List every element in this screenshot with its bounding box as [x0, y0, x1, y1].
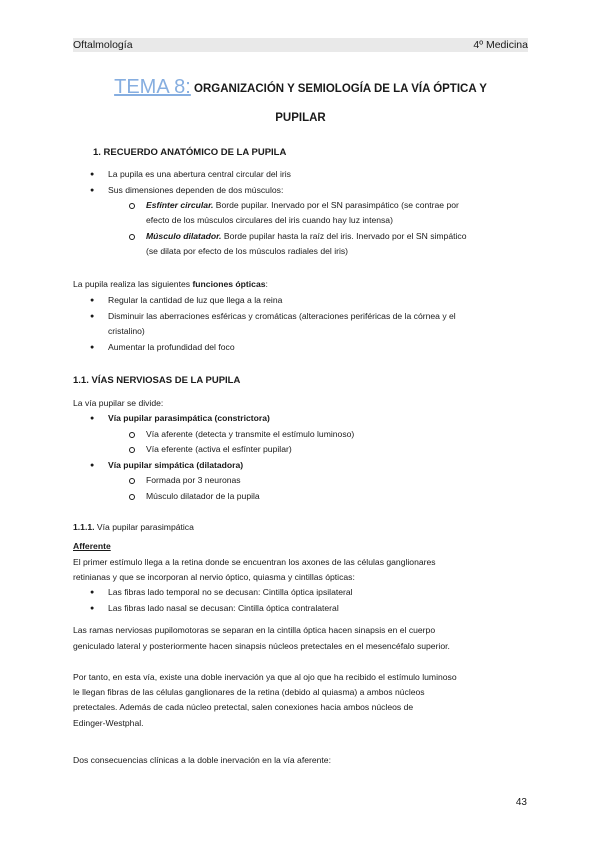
header-subject: Oftalmología: [73, 39, 133, 51]
circle-bullet-icon: [129, 432, 135, 438]
bullet-icon: ●: [90, 313, 95, 320]
section-1-1-1-heading: 1.1.1. Vía pupilar parasimpática: [73, 522, 194, 532]
paragraph: Por tanto, en esta vía, existe una doble inervación ya que al ojo que ha recibido el estímulo luminoso: [73, 672, 457, 682]
paragraph: La pupila realiza las siguientes funciones ópticas:: [73, 279, 268, 289]
section-1-heading: 1. RECUERDO ANATÓMICO DE LA PUPILA: [93, 147, 287, 158]
list-item: Sus dimensiones dependen de dos músculos:: [108, 185, 284, 195]
circle-bullet-icon: [129, 203, 135, 209]
paragraph: La vía pupilar se divide:: [73, 398, 164, 408]
title-line-2: PUPILAR: [275, 112, 326, 124]
header-course: 4º Medicina: [473, 39, 528, 51]
list-item: Disminuir las aberraciones esféricas y cromáticas (alteraciones periféricas de la córnea y el: [108, 311, 456, 321]
list-item: Las fibras lado temporal no se decusan: Cintilla óptica ipsilateral: [108, 587, 353, 597]
list-item: Las fibras lado nasal se decusan: Cintilla óptica contralateral: [108, 603, 339, 613]
bullet-icon: ●: [90, 589, 95, 596]
bullet-icon: ●: [90, 605, 95, 612]
paragraph: Las ramas nerviosas pupilomotoras se separan en la cintilla óptica hacen sinapsis en el cuerpo: [73, 625, 436, 635]
list-item: Músculo dilatador de la pupila: [146, 491, 260, 501]
page-title: [73, 76, 528, 124]
paragraph: Edinger-Westphal.: [73, 718, 144, 728]
list-item-continued: (se dilata por efecto de los músculos radiales del iris): [146, 246, 349, 256]
list-item-continued: efecto de los músculos circulares del iris cuando hay luz intensa): [146, 215, 393, 225]
list-item: Vía pupilar parasimpática (constrictora): [108, 413, 270, 423]
section-1-1-heading: 1.1. VÍAS NERVIOSAS DE LA PUPILA: [73, 375, 241, 386]
page-number: 43: [515, 797, 527, 808]
paragraph: pretectales. Además de cada núcleo pretectal, salen conexiones hacia ambos núcleos de: [73, 702, 414, 712]
paragraph: le llegan fibras de las células ganglionares de la retina (debido al quiasma) a ambos núcleos: [73, 687, 425, 697]
circle-bullet-icon: [129, 478, 135, 484]
list-item: Vía eferente (activa el esfínter pupilar): [146, 444, 292, 454]
paragraph: El primer estímulo llega a la retina donde se encuentran los axones de las células ganglionares: [73, 557, 436, 567]
list-item: Aumentar la profundidad del foco: [108, 342, 235, 352]
title-line-1: ORGANIZACIÓN Y SEMIOLOGÍA DE LA VÍA ÓPTICA Y: [194, 83, 487, 95]
bullet-icon: ●: [90, 187, 95, 194]
paragraph: Dos consecuencias clínicas a la doble inervación en la vía aferente:: [73, 755, 331, 765]
paragraph: geniculado lateral y posteriormente hacen sinapsis núcleos pretectales en el mesencéfalo superior.: [73, 641, 450, 651]
list-item: Formada por 3 neuronas: [146, 475, 241, 485]
circle-bullet-icon: [129, 234, 135, 240]
list-item-continued: cristalino): [108, 326, 145, 336]
bullet-icon: ●: [90, 462, 95, 469]
circle-bullet-icon: [129, 447, 135, 453]
tema-label: TEMA 8:: [114, 76, 191, 98]
list-item: La pupila es una abertura central circular del iris: [108, 169, 291, 179]
bullet-icon: ●: [90, 171, 95, 178]
bullet-icon: ●: [90, 415, 95, 422]
bullet-icon: ●: [90, 297, 95, 304]
list-item: Esfínter circular. Borde pupilar. Inervado por el SN parasimpático (se contrae por: [146, 200, 459, 210]
list-item: Vía pupilar simpática (dilatadora): [108, 460, 244, 470]
list-item: Regular la cantidad de luz que llega a la reina: [108, 295, 283, 305]
subheading-aferente: Afferente: [73, 541, 111, 551]
list-item: Vía aferente (detecta y transmite el estímulo luminoso): [146, 429, 355, 439]
bullet-icon: ●: [90, 344, 95, 351]
paragraph: retinianas y que se incorporan al nervio óptico, quiasma y cintillas ópticas:: [73, 572, 355, 582]
circle-bullet-icon: [129, 494, 135, 500]
page-header: [73, 38, 528, 52]
list-item: Músculo dilatador. Borde pupilar hasta la raíz del iris. Inervado por el SN simpático: [146, 231, 467, 241]
